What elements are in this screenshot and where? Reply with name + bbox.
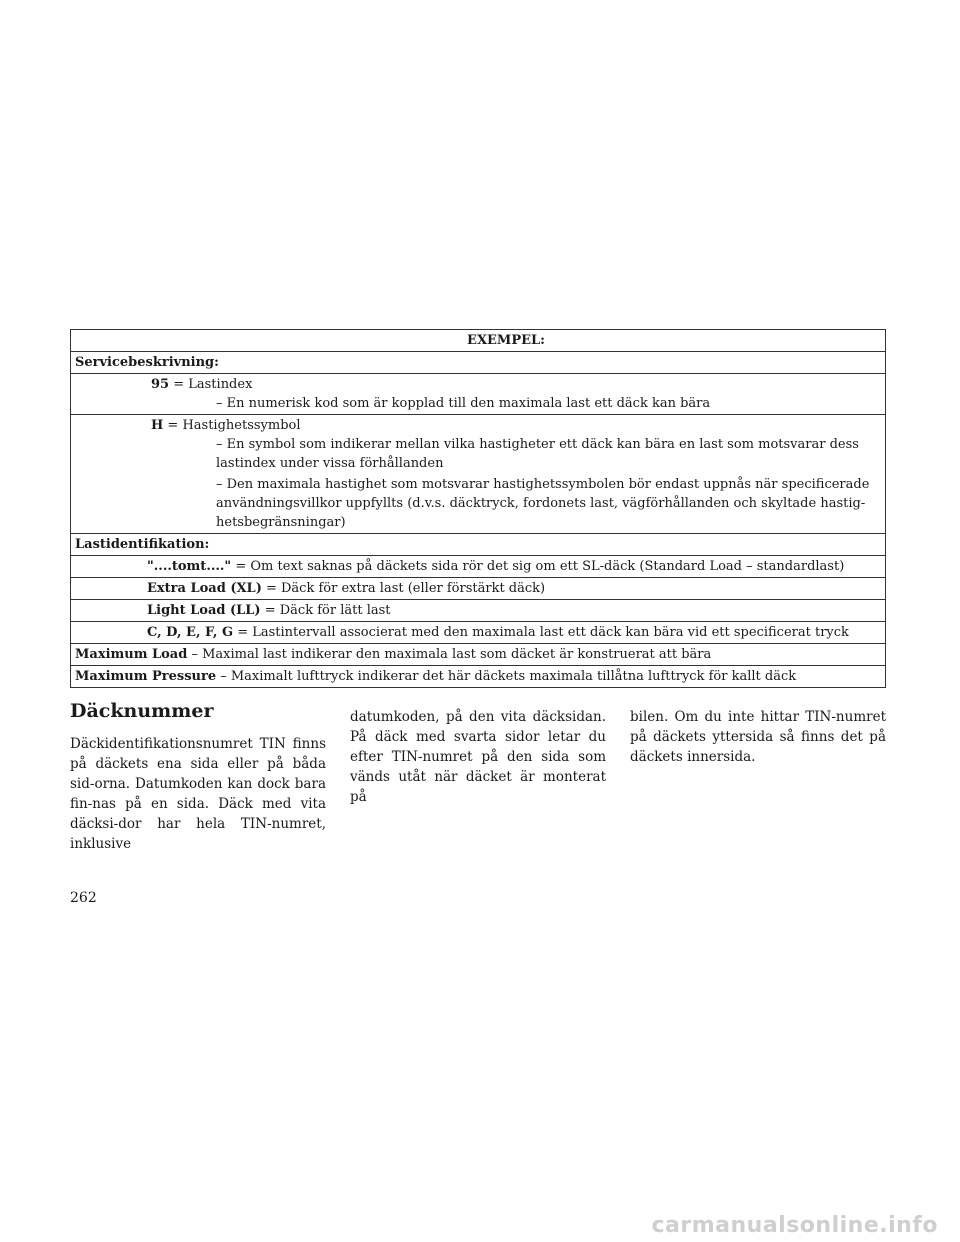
load-id-text: = Däck för extra last (eller förstärkt däck) <box>261 581 546 596</box>
body-column-1: Däckidentifikationsnumret TIN finns på däckets ena sida eller på båda sid-orna. Datumkoden kan dock bara fin-nas på en sida. Däck med vita däcksi-dor har hela TIN-numret, inklusive <box>70 736 326 852</box>
max-pressure-row <box>71 666 885 688</box>
load-identification-label: Lastidentifikation: <box>75 537 210 552</box>
service-description-label-row <box>71 352 885 374</box>
load-id-term: Light Load (LL) <box>147 603 261 618</box>
speed-symbol-row <box>71 415 885 534</box>
load-index-description: – En numerisk kod som är kopplad till den maximala last ett däck kan bära <box>216 396 711 411</box>
table-header: EXEMPEL: <box>71 330 885 352</box>
max-load-text: – Maximal last indikerar den maximala last som däcket är konstruerat att bära <box>187 647 712 662</box>
load-id-term: C, D, E, F, G <box>147 625 234 640</box>
load-identification-label-row <box>71 534 885 556</box>
max-pressure-text: – Maximalt lufttryck indikerar det här däckets maximala tillåtna lufttryck för kallt däck <box>216 669 797 684</box>
service-description-label: Servicebeskrivning: <box>75 355 219 370</box>
speed-symbol-description-2: – Den maximala hastighet som motsvarar hastighetssymbolen bör endast uppnås när specificerade användningsvillkor uppfyllts (d.v.s. däcktryck, fordonets last, vägförhållanden och skyltade hastig-hetsbegränsningar) <box>216 477 870 530</box>
watermark: carmanualsonline.info <box>651 1213 938 1238</box>
speed-symbol-line <box>75 416 881 435</box>
load-index-line <box>75 375 881 394</box>
load-id-row-range <box>71 622 885 644</box>
max-load-term: Maximum Load <box>75 647 188 662</box>
speed-symbol-description-1: – En symbol som indikerar mellan vilka hastigheter ett däck kan bära en last som motsvarar dess lastindex under vissa förhållanden <box>216 437 859 471</box>
load-index-row <box>71 374 885 415</box>
max-pressure-term: Maximum Pressure <box>75 669 217 684</box>
load-id-row-ll <box>71 600 885 622</box>
load-id-row-xl <box>71 578 885 600</box>
load-id-text: = Om text saknas på däckets sida rör det sig om ett SL-däck (Standard Load – standardlast) <box>231 559 845 574</box>
load-id-term: Extra Load (XL) <box>147 581 262 596</box>
body-column-2: datumkoden, på den vita däcksidan. På däck med svarta sidor letar du efter TIN-numret på den sida som vänds utåt när däcket är monterat på <box>350 709 606 805</box>
max-load-row <box>71 644 885 666</box>
page-number: 262 <box>70 890 97 906</box>
load-id-term: "....tomt...." <box>147 559 232 574</box>
tire-marking-table <box>70 329 886 688</box>
load-index-code: 95 <box>151 377 170 392</box>
load-id-row-empty <box>71 556 885 578</box>
section-heading: Däcknummer <box>70 700 214 722</box>
load-id-text: = Lastintervall associerat med den maximala last ett däck kan bära vid ett specificerat tryck <box>233 625 849 640</box>
load-id-text: = Däck för lätt last <box>260 603 391 618</box>
speed-symbol-text: = Hastighetssymbol <box>163 418 301 433</box>
body-column-3: bilen. Om du inte hittar TIN-numret på däckets yttersida så finns det på däckets innersida. <box>630 709 886 765</box>
load-index-text: = Lastindex <box>169 377 253 392</box>
speed-symbol-code: H <box>151 418 164 433</box>
